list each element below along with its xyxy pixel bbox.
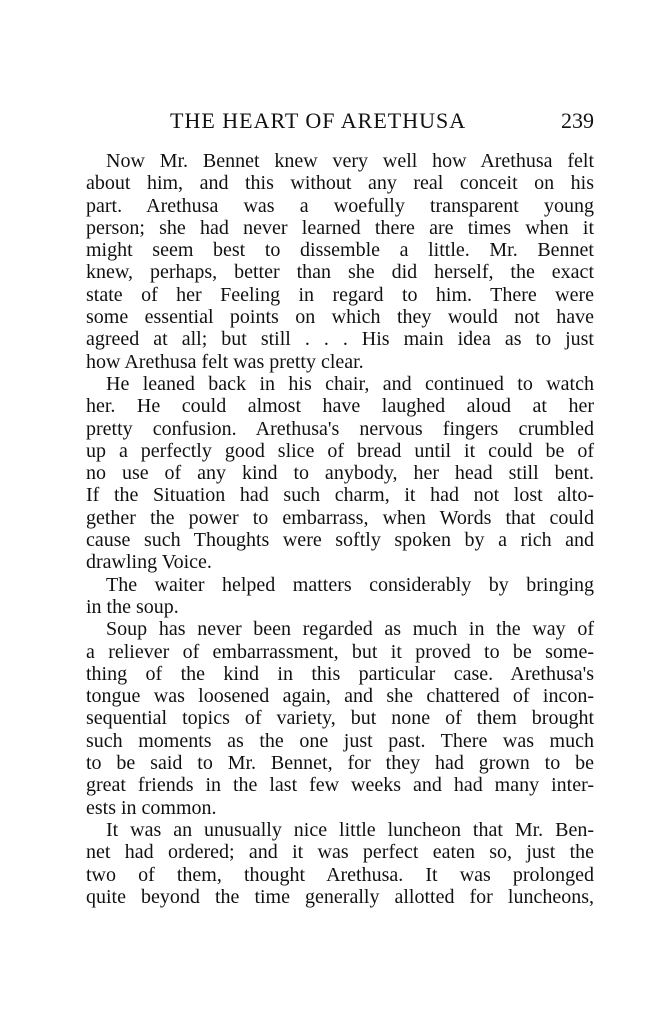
text-line: part. Arethusa was a woefully transparent young <box>86 194 594 217</box>
text-line: gether the power to embarrass, when Words that could <box>86 506 594 529</box>
text-line: ests in common. <box>86 796 217 819</box>
text-line: person; she had never learned there are times when it <box>86 216 594 239</box>
text-line: He leaned back in his chair, and continued to watch <box>106 372 594 395</box>
text-line: such moments as the one just past. There was much <box>86 729 594 752</box>
page-number: 239 <box>561 108 594 133</box>
text-line: net had ordered; and it was perfect eaten so, just the <box>86 841 594 864</box>
text-line: some essential points on which they would not have <box>86 306 594 329</box>
text-line: cause such Thoughts were softly spoken by a rich and <box>86 529 594 552</box>
text-line: state of her Feeling in regard to him. There were <box>86 283 594 306</box>
text-line: about him, and this without any real conceit on his <box>86 172 594 195</box>
text-line: quite beyond the time generally allotted for luncheons, <box>86 885 594 908</box>
page-header <box>86 108 594 138</box>
text-line: If the Situation had such charm, it had not lost alto- <box>86 484 594 507</box>
body-text <box>86 150 594 908</box>
text-line: in the soup. <box>86 595 179 618</box>
text-line: drawling Voice. <box>86 551 212 574</box>
text-line: It was an unusually nice little luncheon that Mr. Ben- <box>106 818 594 841</box>
text-line: up a perfectly good slice of bread until it could be of <box>86 439 594 462</box>
text-line: a reliever of embarrassment, but it proved to be some- <box>86 640 594 663</box>
text-line: great friends in the last few weeks and had many inter- <box>86 774 594 797</box>
text-line: agreed at all; but still . . . His main idea as to just <box>86 328 594 351</box>
text-line: tongue was loosened again, and she chattered of incon- <box>86 685 594 708</box>
text-line: sequential topics of variety, but none of them brought <box>86 707 594 730</box>
running-title: THE HEART OF ARETHUSA <box>170 108 467 133</box>
text-line: knew, perhaps, better than she did herself, the exact <box>86 261 594 284</box>
text-line: Now Mr. Bennet knew very well how Arethusa felt <box>106 150 594 172</box>
text-line: to be said to Mr. Bennet, for they had grown to be <box>86 752 594 775</box>
text-line: Soup has never been regarded as much in the way of <box>106 618 594 641</box>
text-line: no use of any kind to anybody, her head still bent. <box>86 462 594 485</box>
text-line: might seem best to dissemble a little. Mr. Bennet <box>86 239 594 262</box>
text-line: how Arethusa felt was pretty clear. <box>86 350 364 373</box>
text-line: two of them, thought Arethusa. It was prolonged <box>86 863 594 886</box>
text-line: thing of the kind in this particular case. Arethusa's <box>86 662 594 685</box>
text-line: her. He could almost have laughed aloud at her <box>86 395 594 418</box>
text-line: The waiter helped matters considerably by bringing <box>106 573 594 596</box>
text-line: pretty confusion. Arethusa's nervous fingers crumbled <box>86 417 594 440</box>
